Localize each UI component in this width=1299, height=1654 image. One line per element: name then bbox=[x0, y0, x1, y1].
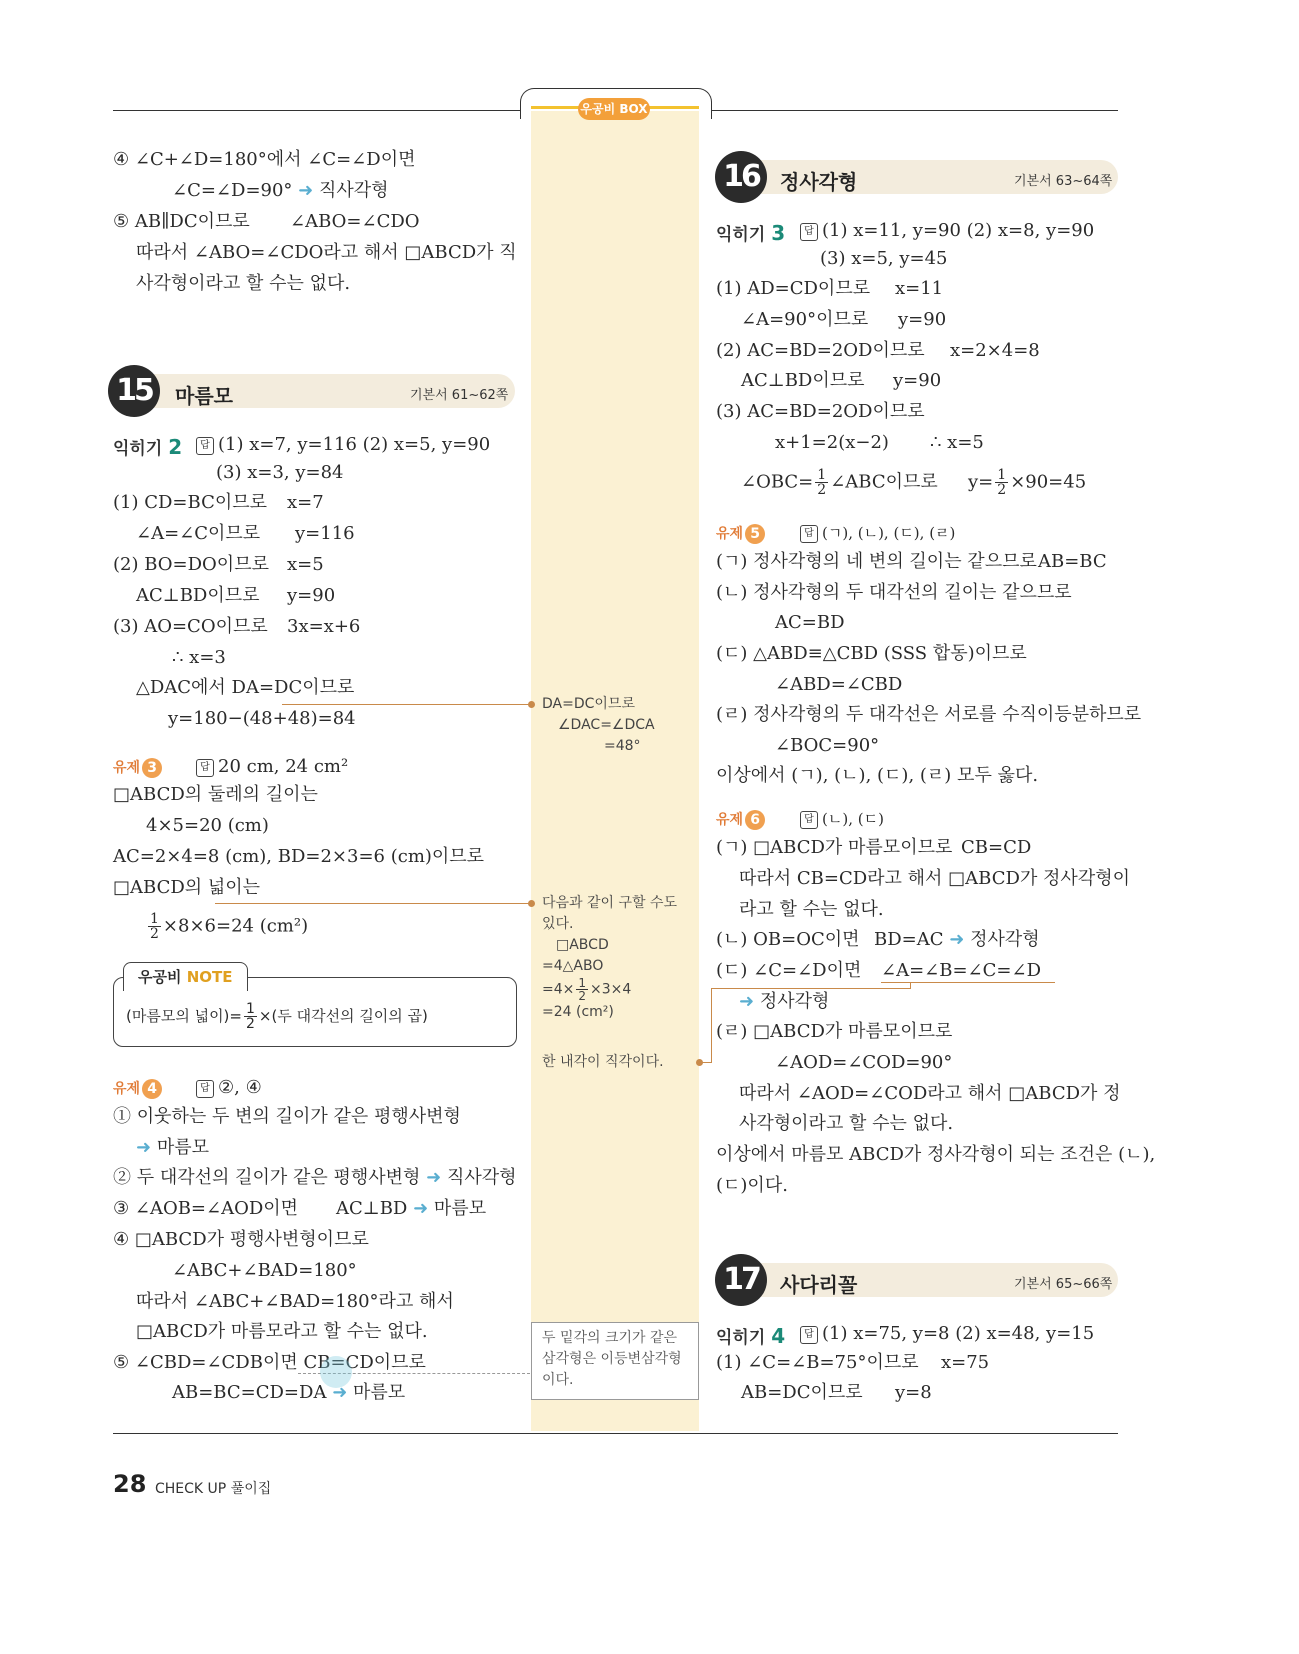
note-text: (마름모의 넓이)= $\frac{1}{2}$ ×(두 대각선의 길이의 곱) bbox=[126, 1001, 428, 1032]
fraction: $\frac{1}{2}$ bbox=[245, 1001, 255, 1032]
section-16-ref: 기본서 63~64쪽 bbox=[1014, 174, 1113, 189]
text-line: AC=2×4=8 (cm), BD=2×3=6 (cm)이므로 bbox=[113, 846, 485, 867]
text-line: ⑤ ∠CBD=∠CDB이면 CB=CD이므로 bbox=[113, 1352, 426, 1373]
text-line: ∴ x=5 bbox=[930, 432, 984, 453]
text-line: ② 두 대각선의 길이가 같은 평행사변형 ➜ 직사각형 bbox=[113, 1167, 517, 1188]
section-15-title: 마름모 bbox=[175, 384, 233, 408]
text-line: ∠A=90°이므로 bbox=[741, 309, 869, 330]
text-line: y=90 bbox=[893, 370, 942, 391]
text-line: ④ ∠C+∠D=180°에서 ∠C=∠D이면 bbox=[113, 149, 416, 170]
text-line: (ㄴ) OB=OC이면 bbox=[716, 929, 860, 950]
text-line: □ABCD의 둘레의 길이는 bbox=[113, 784, 318, 805]
text-line: AB=BC bbox=[1038, 551, 1107, 572]
text-line: x+1=2(x−2) bbox=[775, 432, 889, 453]
fraction: $\frac{1}{2}$ bbox=[150, 911, 159, 942]
text-line: y=116 bbox=[295, 523, 355, 544]
section-17-title: 사다리꼴 bbox=[780, 1273, 858, 1297]
text-line: 이상에서 (ㄱ), (ㄴ), (ㄷ), (ㄹ) 모두 옳다. bbox=[716, 765, 1039, 786]
text-line: ∠A=∠C이므로 bbox=[136, 523, 261, 544]
yuje-3-answer: 답 20 cm, 24 cm² bbox=[196, 756, 348, 778]
yuje-4-answer: 답 ②, ④ bbox=[196, 1077, 262, 1099]
text-line: AC⊥BD이므로 bbox=[136, 585, 260, 606]
box-label-badge: 우공비 BOX bbox=[578, 98, 650, 120]
arrow-icon: ➜ bbox=[136, 1137, 152, 1158]
connector-line bbox=[711, 988, 911, 989]
text-line: y=8 bbox=[895, 1382, 932, 1403]
page-number: 28 bbox=[113, 1470, 147, 1498]
box-note-4: 두 밑각의 크기가 같은 삼각형은 이등변삼각형 이다. bbox=[542, 1330, 682, 1388]
text-line: AC=BD bbox=[775, 612, 845, 633]
text-line: 따라서 ∠ABO=∠CDO라고 해서 □ABCD가 직 bbox=[136, 242, 517, 263]
text-line: y=90 bbox=[287, 585, 336, 606]
arrow-icon: ➜ bbox=[298, 180, 314, 201]
text-line: □ABCD가 마름모라고 할 수는 없다. bbox=[136, 1321, 428, 1342]
ikgi-4-label: 익히기 4 bbox=[716, 1324, 786, 1348]
section-17-number: 17 bbox=[715, 1254, 767, 1306]
text-line: ∠AOD=∠COD=90° bbox=[775, 1052, 953, 1073]
ikgi-3-answer: 답 (1) x=11, y=90 (2) x=8, y=90 bbox=[800, 220, 1094, 242]
yuje-5-answer: 답 (ㄱ), (ㄴ), (ㄷ), (ㄹ) bbox=[800, 522, 955, 544]
text-line: ∴ x=3 bbox=[172, 647, 226, 668]
header-rule-left bbox=[113, 110, 521, 111]
text-line: ⑤ AB∥DC이므로 bbox=[113, 211, 250, 232]
text-line: x=5 bbox=[287, 554, 324, 575]
box-note-3: 한 내각이 직각이다. bbox=[542, 1054, 664, 1070]
text-line: y= $\frac{1}{2}$ ×90=45 bbox=[968, 467, 1087, 498]
connector-line bbox=[711, 988, 712, 1063]
text-line: (3) AO=CO이므로 bbox=[113, 616, 268, 637]
text-line: CB=CD bbox=[961, 837, 1032, 858]
answer-icon: 답 bbox=[196, 759, 214, 777]
text-line: (2) AC=BD=2OD이므로 bbox=[716, 340, 925, 361]
text-line: (ㄷ) △ABD≡△CBD (SSS 합동)이므로 bbox=[716, 643, 1027, 664]
text-line: ① 이웃하는 두 변의 길이가 같은 평행사변형 bbox=[113, 1106, 461, 1127]
text-line: $\frac{1}{2}$ ×8×6=24 (cm²) bbox=[150, 911, 309, 942]
text-line: 3x=x+6 bbox=[287, 616, 361, 637]
section-17-ref: 기본서 65~66쪽 bbox=[1014, 1277, 1113, 1292]
text-line: ∠OBC= $\frac{1}{2}$ ∠ABC이므로 bbox=[741, 467, 938, 498]
text-line: y=180−(48+48)=84 bbox=[168, 708, 356, 729]
arrow-icon: ➜ bbox=[426, 1167, 442, 1188]
note-title: 우공비 NOTE bbox=[123, 962, 248, 991]
text-line: (ㄷ) ∠C=∠D이면 bbox=[716, 960, 862, 981]
answer-icon: 답 bbox=[800, 811, 818, 829]
text-line: y=90 bbox=[898, 309, 947, 330]
ikgi-2-answer: 답 (1) x=7, y=116 (2) x=5, y=90 bbox=[196, 434, 490, 456]
box-column bbox=[531, 111, 699, 1431]
text-line: ③ ∠AOB=∠AOD이면 bbox=[113, 1198, 299, 1219]
text-line: ④ □ABCD가 평행사변형이므로 bbox=[113, 1229, 369, 1250]
arrow-icon: ➜ bbox=[949, 929, 965, 950]
text-line: ∠ABD=∠CBD bbox=[775, 674, 903, 695]
text-line: BD=AC ➜ 정사각형 bbox=[874, 929, 1040, 950]
yuje-6-label: 유제 6 bbox=[716, 809, 765, 830]
text-line: ➜ 마름모 bbox=[136, 1137, 209, 1158]
answer-icon: 답 bbox=[196, 1080, 214, 1098]
text-line: 따라서 CB=CD라고 해서 □ABCD가 정사각형이 bbox=[739, 868, 1130, 889]
text-line: (1) ∠C=∠B=75°이므로 bbox=[716, 1352, 919, 1373]
connector-line bbox=[910, 982, 911, 989]
section-15-number: 15 bbox=[108, 365, 160, 417]
header-rule-right bbox=[710, 110, 1118, 111]
ikgi-2-label: 익히기 2 bbox=[113, 435, 183, 459]
box-note-2: 다음과 같이 구할 수도 있다. □ABCD =4△ABO =4× $\frac{1}{2}$ ×3×4 =24 (cm²) bbox=[542, 895, 678, 1020]
text-line: (ㄷ)이다. bbox=[716, 1175, 788, 1196]
section-16-number: 16 bbox=[715, 151, 767, 203]
text-line: ∠A=∠B=∠C=∠D bbox=[881, 960, 1042, 981]
text-line: 따라서 ∠ABC+∠BAD=180°라고 해서 bbox=[136, 1291, 454, 1312]
arrow-icon: ➜ bbox=[739, 991, 755, 1012]
text-line: 이상에서 마름모 ABCD가 정사각형이 되는 조건은 (ㄴ), bbox=[716, 1144, 1156, 1165]
yuje-3-label: 유제 3 bbox=[113, 757, 162, 778]
text-line: □ABCD의 넓이는 bbox=[113, 877, 261, 898]
text-line: ∠ABO=∠CDO bbox=[290, 211, 420, 232]
connector-dot bbox=[528, 701, 535, 708]
text-line: (1) CD=BC이므로 bbox=[113, 492, 268, 513]
book-title: CHECK UP 풀이집 bbox=[155, 1481, 272, 1497]
text-line: x=75 bbox=[941, 1352, 990, 1373]
fraction: $\frac{1}{2}$ bbox=[997, 467, 1007, 498]
ikgi-3-label: 익히기 3 bbox=[716, 221, 786, 245]
fraction: $\frac{1}{2}$ bbox=[817, 467, 827, 498]
text-line: 사각형이라고 할 수는 없다. bbox=[136, 273, 351, 294]
answer-icon: 답 bbox=[196, 437, 214, 455]
text-line: 따라서 ∠AOD=∠COD라고 해서 □ABCD가 정 bbox=[739, 1083, 1121, 1104]
underline bbox=[881, 982, 1055, 983]
text-line: 사각형이라고 할 수는 없다. bbox=[739, 1113, 954, 1134]
text-line: (3) AC=BD=2OD이므로 bbox=[716, 401, 925, 422]
box-note-1: DA=DC이므로 ∠DAC=∠DCA =48° bbox=[542, 696, 655, 754]
text-line: (1) AD=CD이므로 bbox=[716, 278, 871, 299]
text-line: (ㄴ) 정사각형의 두 대각선의 길이는 같으므로 bbox=[716, 582, 1072, 603]
ikgi-2-answer: (3) x=3, y=84 bbox=[216, 462, 344, 483]
answer-icon: 답 bbox=[800, 223, 818, 241]
answer-icon: 답 bbox=[800, 525, 818, 543]
section-15-ref: 기본서 61~62쪽 bbox=[410, 388, 509, 403]
connector-line bbox=[215, 903, 532, 904]
text-line: (ㄱ) 정사각형의 네 변의 길이는 같으므로 bbox=[716, 551, 1037, 572]
text-line: AB=BC=CD=DA ➜ 마름모 bbox=[172, 1382, 406, 1403]
text-line: 4×5=20 (cm) bbox=[146, 815, 269, 836]
text-line: ∠C=∠D=90° ➜ 직사각형 bbox=[172, 180, 389, 201]
connector-line bbox=[282, 704, 532, 705]
text-line: x=11 bbox=[895, 278, 944, 299]
fraction: $\frac{1}{2}$ bbox=[578, 976, 587, 1003]
text-line: (ㄱ) □ABCD가 마름모이므로 bbox=[716, 837, 953, 858]
text-line: (ㄹ) 정사각형의 두 대각선은 서로를 수직이등분하므로 bbox=[716, 704, 1142, 725]
yuje-4-label: 유제 4 bbox=[113, 1078, 162, 1099]
text-line: AC⊥BD이므로 bbox=[741, 370, 865, 391]
yuje-5-label: 유제 5 bbox=[716, 523, 765, 544]
text-line: x=2×4=8 bbox=[950, 340, 1040, 361]
connector-dot bbox=[528, 900, 535, 907]
text-line: ∠ABC+∠BAD=180° bbox=[172, 1260, 357, 1281]
section-16-title: 정사각형 bbox=[780, 170, 858, 194]
ikgi-4-answer: 답 (1) x=75, y=8 (2) x=48, y=15 bbox=[800, 1323, 1094, 1345]
arrow-icon: ➜ bbox=[332, 1382, 348, 1403]
yuje-6-answer: 답 (ㄴ), (ㄷ) bbox=[800, 808, 884, 830]
answer-icon: 답 bbox=[800, 1326, 818, 1344]
text-line: 라고 할 수는 없다. bbox=[739, 899, 884, 920]
text-line: ➜ 정사각형 bbox=[739, 991, 830, 1012]
text-line: (ㄹ) □ABCD가 마름모이므로 bbox=[716, 1021, 953, 1042]
ikgi-3-answer: (3) x=5, y=45 bbox=[820, 248, 948, 269]
text-line: ∠BOC=90° bbox=[775, 735, 880, 756]
text-line: AC⊥BD ➜ 마름모 bbox=[336, 1198, 487, 1219]
footer-rule bbox=[113, 1433, 1118, 1434]
text-line: △DAC에서 DA=DC이므로 bbox=[136, 677, 355, 698]
text-line: AB=DC이므로 bbox=[741, 1382, 863, 1403]
text-line: (2) BO=DO이므로 bbox=[113, 554, 269, 575]
highlight-circle bbox=[320, 1356, 352, 1388]
arrow-icon: ➜ bbox=[413, 1198, 429, 1219]
text-line: x=7 bbox=[287, 492, 324, 513]
